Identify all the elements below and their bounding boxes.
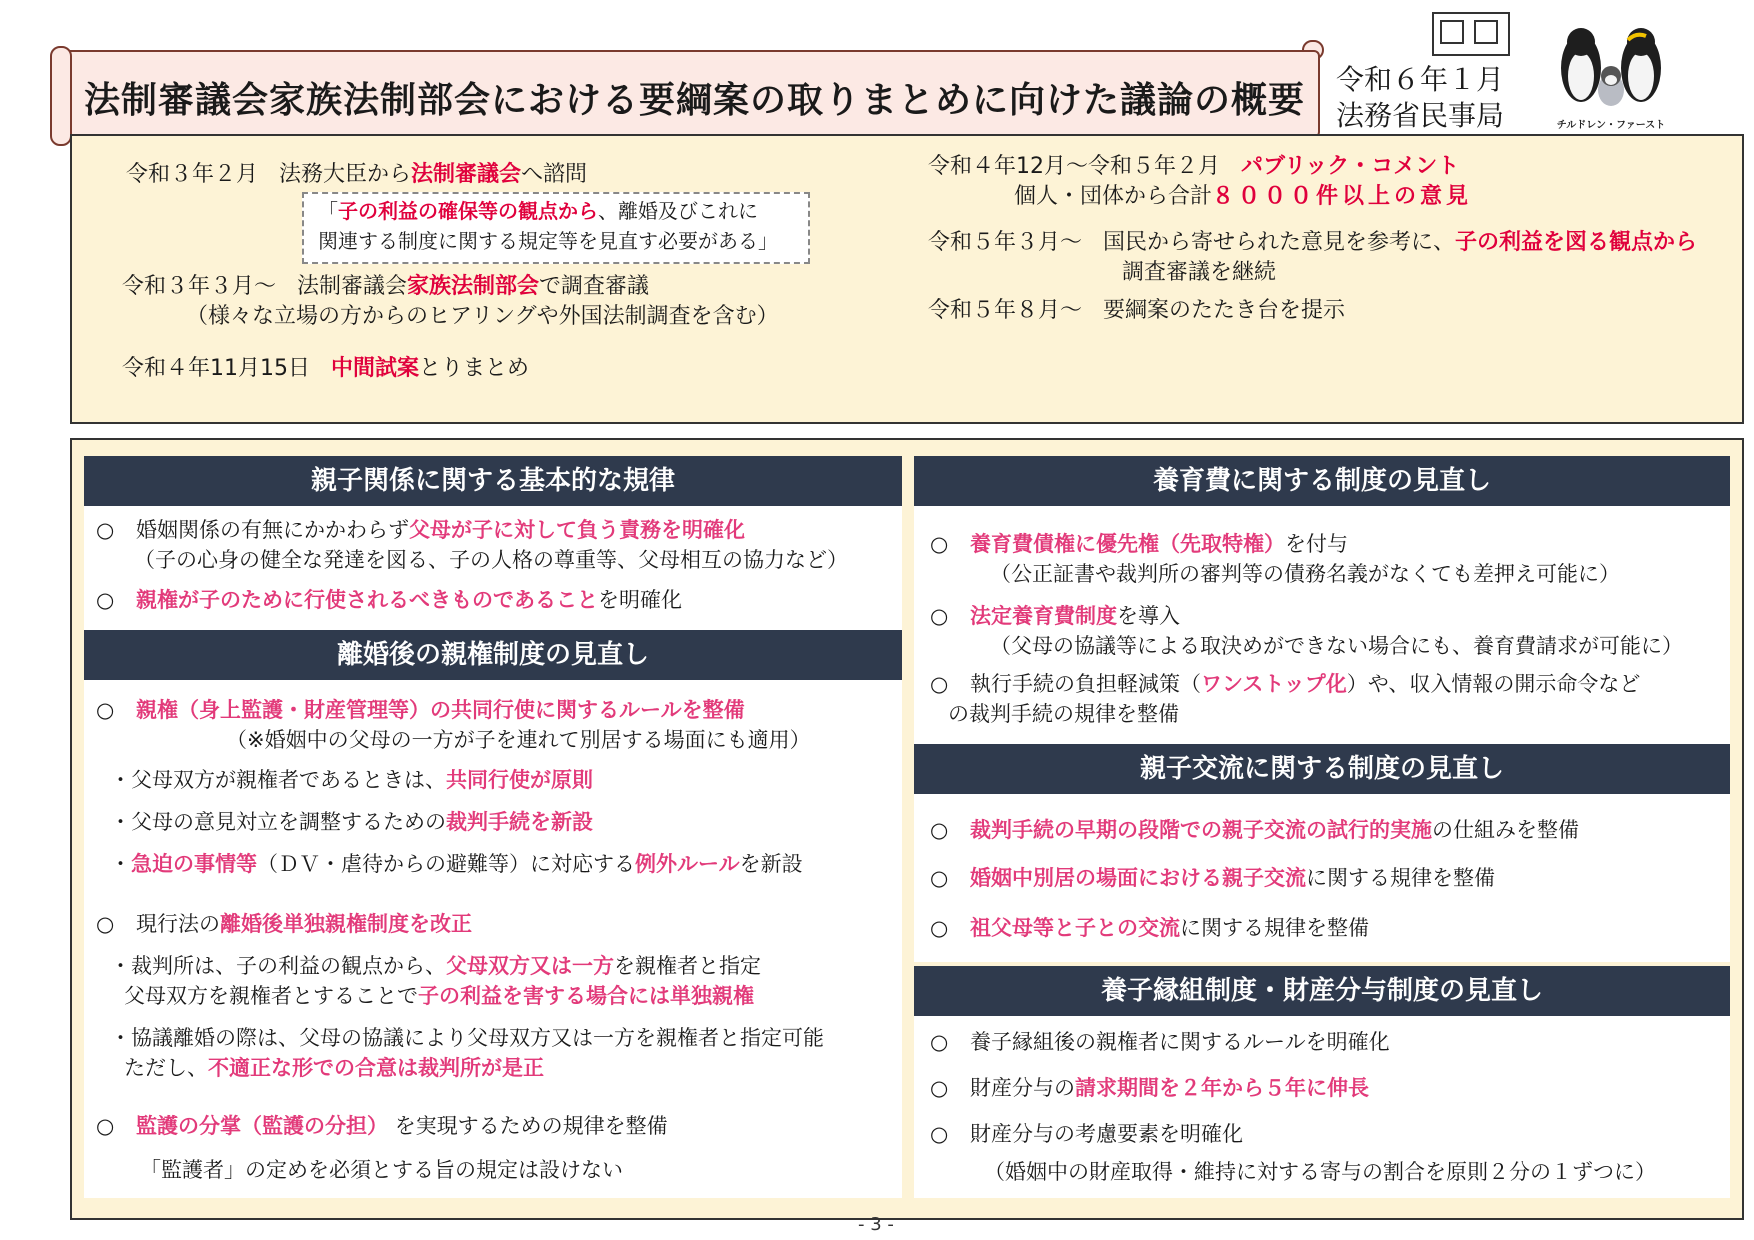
item-text: に関する規律を整備 — [1180, 916, 1369, 940]
item-highlight: 養育費債権に優先権（先取特権） — [970, 532, 1285, 556]
list-item — [930, 864, 1495, 893]
timeline-item-1 — [126, 160, 587, 190]
item-highlight: 裁判手続を新設 — [446, 810, 593, 834]
quote-highlight: 子の利益の確保等の観点から — [338, 199, 598, 223]
bullet-circle: ○ — [96, 588, 115, 612]
item-text: ・ — [110, 852, 131, 876]
timeline-highlight: パブリック・コメント — [1240, 154, 1460, 179]
bullet-circle: ○ — [930, 604, 949, 628]
timeline-item-5 — [928, 228, 1697, 258]
item-text: ・父母の意見対立を調整するための — [110, 810, 446, 834]
quote-mark: 「 — [318, 199, 338, 223]
item-highlight: 監護の分掌（監護の分担） — [136, 1114, 388, 1138]
item-text: ・父母双方が親権者であるときは、 — [110, 768, 446, 792]
stamp-box-1 — [1440, 20, 1464, 44]
bullet-circle: ○ — [96, 1114, 115, 1138]
item-highlight: 離婚後単独親権制度を改正 — [220, 912, 472, 936]
timeline-text: 国民から寄せられた意見を参考に、 — [1103, 230, 1456, 255]
item-text: ・裁判所は、子の利益の観点から、 — [110, 954, 446, 978]
list-item-sub: の裁判手続の規律を整備 — [948, 702, 1179, 726]
list-item-sub: （※婚姻中の父母の一方が子を連れて別居する場面にも適用） — [226, 728, 811, 752]
timeline-date: 令和３年２月 — [126, 162, 259, 187]
timeline-highlight: 中間試案 — [330, 356, 419, 381]
item-text: を明確化 — [598, 588, 682, 612]
list-item-sub: （婚姻中の財産取得・維持に対する寄与の割合を原則２分の１ずつに） — [984, 1160, 1656, 1184]
item-highlight: 親権（身上監護・財産管理等）の共同行使に関するルールを整備 — [136, 698, 745, 722]
timeline-date: 令和３年３月～ — [122, 274, 277, 299]
section-header-custody: 離婚後の親権制度の見直し — [84, 630, 902, 680]
list-item — [930, 670, 1640, 699]
list-item-sub: （父母の協議等による取決めができない場合にも、養育費請求が可能に） — [990, 634, 1683, 658]
timeline-item-2 — [122, 272, 649, 302]
item-text: に関する規律を整備 — [1306, 866, 1495, 890]
page-title: 法制審議会家族法制部会における要綱案の取りまとめに向けた議論の概要 — [84, 80, 1306, 121]
list-item — [96, 1112, 668, 1141]
list-item: ・協議離婚の際は、父母の協議により父母双方又は一方を親権者と指定可能 — [110, 1026, 824, 1050]
item-highlight: 請求期間を２年から５年に伸長 — [1075, 1076, 1369, 1100]
timeline-text: 個人・団体から合計 — [1014, 184, 1213, 209]
item-text: を付与 — [1285, 532, 1348, 556]
item-highlight: 例外ルール — [635, 852, 740, 876]
item-text: を実現するための規律を整備 — [394, 1114, 668, 1138]
item-text: 財産分与の考慮要素を明確化 — [970, 1122, 1243, 1146]
item-text: （ＤＶ・虐待からの避難等）に対応する — [257, 852, 635, 876]
item-text: 父母双方を親権者とすることで — [124, 984, 418, 1008]
list-item — [96, 696, 745, 725]
bullet-circle: ○ — [930, 1076, 949, 1100]
timeline-text: 要綱案のたたき台を提示 — [1103, 298, 1346, 323]
quote-text: 関連する制度に関する規定等を見直す必要がある」 — [318, 229, 778, 253]
item-highlight: 不適正な形での合意は裁判所が是正 — [208, 1056, 544, 1080]
item-text: 執行手続の負担軽減策（ — [970, 672, 1201, 696]
page-number: - 3 - — [858, 1214, 894, 1235]
list-item — [930, 1028, 1390, 1057]
item-text: を親権者と指定 — [614, 954, 761, 978]
date-block — [1336, 62, 1504, 134]
list-item-sub — [124, 1054, 544, 1083]
timeline-date: 令和５年８月～ — [928, 298, 1083, 323]
item-highlight: 親権が子のために行使されるべきものであること — [136, 588, 598, 612]
quote-text: 、離婚及びこれに — [598, 199, 758, 223]
penguin-logo-icon — [1536, 18, 1686, 136]
list-item — [930, 530, 1348, 559]
item-highlight: ワンストップ化 — [1201, 672, 1347, 696]
consultation-quote — [302, 192, 810, 264]
timeline-item-6 — [928, 296, 1345, 326]
timeline-highlight: ８０００件以上の意見 — [1212, 184, 1473, 209]
bullet-circle: ○ — [930, 866, 949, 890]
item-highlight: 祖父母等と子との交流 — [970, 916, 1180, 940]
timeline-text: 法制審議会 — [297, 274, 408, 299]
list-item — [110, 850, 803, 879]
list-item-sub: 「監護者」の定めを必須とする旨の規定は設けない — [140, 1158, 623, 1182]
item-highlight: 急迫の事情等 — [131, 852, 257, 876]
stamp-boxes — [1432, 12, 1510, 56]
item-highlight: 父母が子に対して負う責務を明確化 — [409, 518, 745, 542]
timeline-date: 令和４年11月15日 — [122, 356, 310, 381]
item-text: 婚姻関係の有無にかかわらず — [136, 518, 409, 542]
list-item — [930, 914, 1369, 943]
item-text: ただし、 — [124, 1056, 208, 1080]
scroll-decoration-left — [50, 46, 72, 146]
timeline-text: へ諮問 — [521, 162, 588, 187]
timeline-item-5-sub: 調査審議を継続 — [1122, 260, 1277, 285]
list-item — [110, 808, 593, 837]
stamp-box-2 — [1474, 20, 1498, 44]
list-item — [110, 766, 593, 795]
timeline-highlight: 子の利益を図る観点から — [1455, 230, 1698, 255]
section-header-visitation: 親子交流に関する制度の見直し — [914, 744, 1730, 794]
timeline-item-4 — [928, 152, 1459, 182]
section-header-parent-child: 親子関係に関する基本的な規律 — [84, 456, 902, 506]
bureau: 法務省民事局 — [1336, 99, 1505, 132]
bullet-circle: ○ — [96, 518, 115, 542]
bullet-circle: ○ — [96, 698, 115, 722]
item-text: の仕組みを整備 — [1432, 818, 1579, 842]
list-item — [110, 952, 761, 981]
timeline-text: 法務大臣から — [279, 162, 412, 187]
bullet-circle: ○ — [96, 912, 115, 936]
section-header-child-support: 養育費に関する制度の見直し — [914, 456, 1730, 506]
bullet-circle: ○ — [930, 916, 949, 940]
list-item-sub: （公正証書や裁判所の審判等の債務名義がなくても差押え可能に） — [990, 562, 1620, 586]
item-highlight: 裁判手続の早期の段階での親子交流の試行的実施 — [970, 818, 1432, 842]
item-text: 養子縁組後の親権者に関するルールを明確化 — [970, 1030, 1390, 1054]
list-item-sub — [124, 982, 754, 1011]
item-text: を新設 — [739, 852, 803, 876]
timeline-item-4-sub — [1014, 182, 1472, 212]
list-item — [930, 602, 1180, 631]
list-item-sub: （子の心身の健全な発達を図る、子の人格の尊重等、父母相互の協力など） — [134, 548, 848, 572]
timeline-text: とりまとめ — [419, 356, 530, 381]
bullet-circle: ○ — [930, 1122, 949, 1146]
item-highlight: 共同行使が原則 — [446, 768, 593, 792]
timeline-date: 令和５年３月～ — [928, 230, 1083, 255]
item-text: ）や、収入情報の開示命令など — [1346, 672, 1641, 696]
bullet-circle: ○ — [930, 818, 949, 842]
timeline-item-2-sub: （様々な立場の方からのヒアリングや外国法制調査を含む） — [186, 304, 779, 329]
timeline-item-3 — [122, 354, 529, 384]
list-item — [96, 910, 472, 939]
bullet-circle: ○ — [930, 532, 949, 556]
timeline-highlight: 法制審議会 — [411, 162, 522, 187]
list-item — [930, 816, 1579, 845]
list-item — [930, 1120, 1243, 1149]
timeline-highlight: 家族法制部会 — [407, 274, 540, 299]
item-text: 財産分与の — [970, 1076, 1075, 1100]
timeline-date: 令和４年12月～令和５年２月 — [928, 154, 1220, 179]
item-highlight: 法定養育費制度 — [970, 604, 1117, 628]
item-highlight: 子の利益を害する場合には単独親権 — [418, 984, 754, 1008]
timeline-text: で調査審議 — [539, 274, 650, 299]
item-text: を導入 — [1117, 604, 1180, 628]
bullet-circle: ○ — [930, 1030, 949, 1054]
bullet-circle: ○ — [930, 672, 949, 696]
item-highlight: 父母双方又は一方 — [446, 954, 614, 978]
date: 令和６年１月 — [1336, 63, 1505, 96]
list-item — [930, 1074, 1369, 1103]
section-header-adoption: 養子縁組制度・財産分与制度の見直し — [914, 966, 1730, 1016]
logo-caption: チルドレン・ファースト — [1556, 120, 1666, 131]
item-highlight: 婚姻中別居の場面における親子交流 — [970, 866, 1306, 890]
list-item — [96, 586, 682, 615]
list-item — [96, 516, 745, 545]
item-text: 現行法の — [136, 912, 220, 936]
